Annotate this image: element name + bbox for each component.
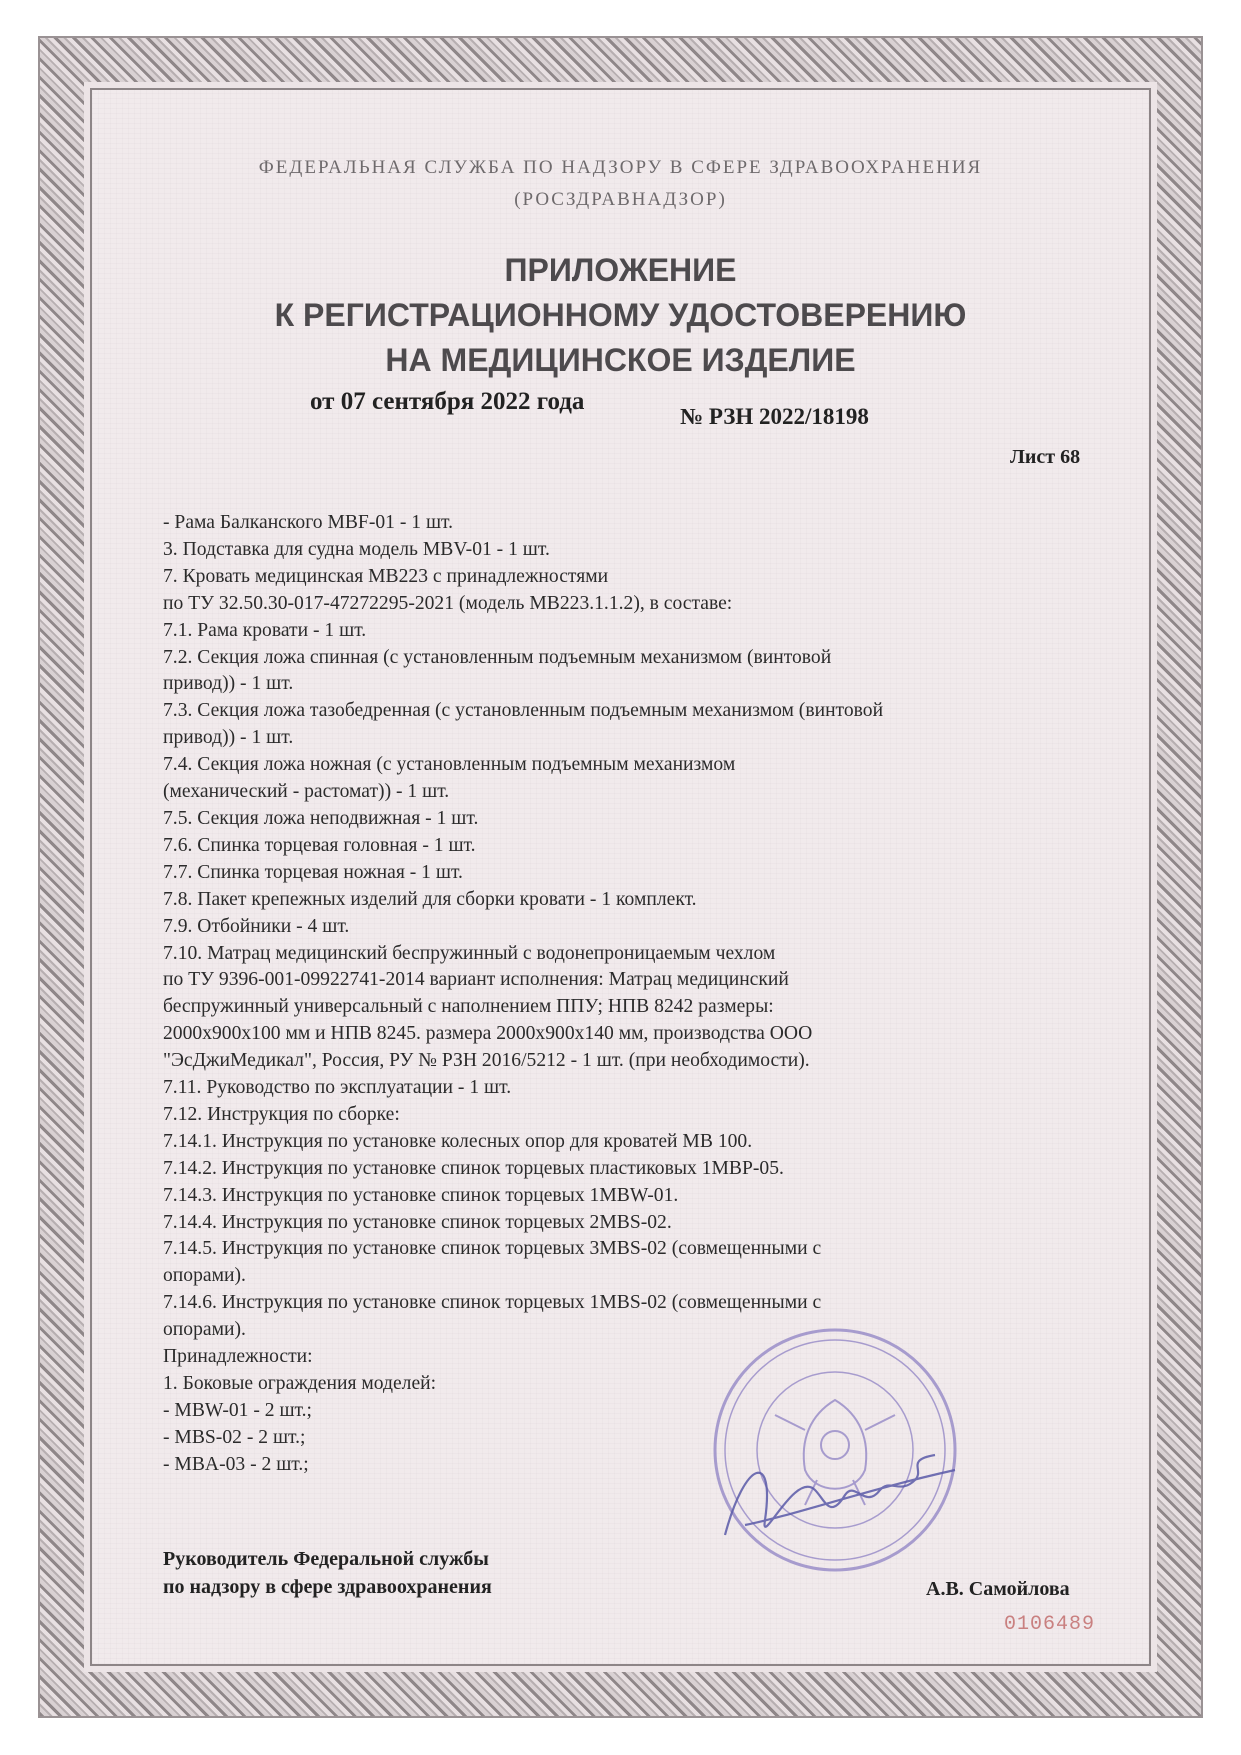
- body-line: 7.4. Секция ложа ножная (с установленным подъемным механизмом: [163, 754, 736, 776]
- document-title: [0, 248, 1241, 383]
- body-line: 7.2. Секция ложа спинная (с установленным подъемным механизмом (винтовой: [163, 646, 832, 668]
- body-line: 7.14.4. Инструкция по установке спинок торцевых 2MBS-02.: [163, 1211, 672, 1233]
- body-line: 7.10. Матрац медицинский беспружинный с водонепроницаемым чехлом: [163, 942, 776, 964]
- signer-title-line-1: Руководитель Федеральной службы: [163, 1548, 489, 1570]
- sheet-number: Лист 68: [1010, 446, 1081, 468]
- body-line: - MBS-02 - 2 шт.;: [163, 1426, 306, 1448]
- title-line-2: К РЕГИСТРАЦИОННОМУ УДОСТОВЕРЕНИЮ: [274, 297, 967, 333]
- agency-header: [0, 152, 1241, 216]
- official-seal-icon: [705, 1320, 965, 1580]
- body-line: 7.14.2. Инструкция по установке спинок торцевых пластиковых 1MBP-05.: [163, 1157, 784, 1179]
- body-line: Принадлежности:: [163, 1346, 313, 1368]
- registration-number: № РЗН 2022/18198: [680, 404, 869, 429]
- body-line: 7.1. Рама кровати - 1 шт.: [163, 619, 367, 641]
- serial-number: 0106489: [1004, 1613, 1096, 1636]
- body-line: 3. Подставка для судна модель MBV-01 - 1 шт.: [163, 538, 550, 560]
- title-line-3: НА МЕДИЦИНСКОЕ ИЗДЕЛИЕ: [385, 342, 856, 378]
- signer-name: А.В. Самойлова: [926, 1578, 1070, 1600]
- body-line: привод)) - 1 шт.: [163, 727, 294, 749]
- body-line: опорами).: [163, 1265, 246, 1287]
- body-line: 7.6. Спинка торцевая головная - 1 шт.: [163, 834, 476, 856]
- body-line: беспружинный универсальный с наполнением ППУ; НПВ 8242 размеры:: [163, 996, 774, 1018]
- body-line: по ТУ 9396-001-09922741-2014 вариант исполнения: Матрац медицинский: [163, 969, 789, 991]
- body-line: 7.5. Секция ложа неподвижная - 1 шт.: [163, 807, 479, 829]
- body-line: по ТУ 32.50.30-017-47272295-2021 (модель MB223.1.1.2), в составе:: [163, 592, 733, 614]
- agency-name: ФЕДЕРАЛЬНАЯ СЛУЖБА ПО НАДЗОРУ В СФЕРЕ ЗДРАВООХРАНЕНИЯ: [258, 157, 983, 178]
- document-date: от 07 сентября 2022 года: [310, 388, 585, 415]
- body-line: "ЭсДжиМедикал", Россия, РУ № РЗН 2016/5212 - 1 шт. (при необходимости).: [163, 1050, 810, 1072]
- body-line: 7.14.3. Инструкция по установке спинок торцевых 1MBW-01.: [163, 1184, 679, 1206]
- agency-abbreviation: (РОСЗДРАВНАДЗОР): [514, 189, 727, 210]
- body-line: 7.12. Инструкция по сборке:: [163, 1103, 400, 1125]
- body-line: 7.11. Руководство по эксплуатации - 1 шт.: [163, 1077, 512, 1099]
- body-line: 7.14.6. Инструкция по установке спинок торцевых 1MBS-02 (совмещенными с: [163, 1292, 822, 1314]
- body-line: опорами).: [163, 1319, 246, 1341]
- body-line: 2000х900х100 мм и НПВ 8245. размера 2000х900х140 мм, производства ООО: [163, 1023, 813, 1045]
- title-line-1: ПРИЛОЖЕНИЕ: [504, 252, 737, 288]
- body-line: 7. Кровать медицинская MB223 с принадлежностями: [163, 565, 609, 587]
- signer-title: [163, 1545, 492, 1601]
- body-line: - MBA-03 - 2 шт.;: [163, 1453, 309, 1475]
- body-line: 1. Боковые ограждения моделей:: [163, 1373, 437, 1394]
- body-line: 7.14.5. Инструкция по установке спинок торцевых 3MBS-02 (совмещенными с: [163, 1238, 822, 1260]
- body-line: 7.8. Пакет крепежных изделий для сборки кровати - 1 комплект.: [163, 888, 697, 910]
- signer-title-line-2: по надзору в сфере здравоохранения: [163, 1576, 492, 1598]
- body-line: - MBW-01 - 2 шт.;: [163, 1399, 312, 1421]
- body-line: привод)) - 1 шт.: [163, 673, 294, 695]
- body-line: 7.7. Спинка торцевая ножная - 1 шт.: [163, 861, 463, 883]
- body-line: 7.14.1. Инструкция по установке колесных опор для кроватей MB 100.: [163, 1130, 753, 1152]
- body-line: (механический - растомат)) - 1 шт.: [163, 781, 450, 803]
- body-line: 7.3. Секция ложа тазобедренная (с установленным подъемным механизмом (винтовой: [163, 700, 884, 722]
- body-line: 7.9. Отбойники - 4 шт.: [163, 915, 350, 937]
- body-line: - Рама Балканского MBF-01 - 1 шт.: [163, 512, 454, 533]
